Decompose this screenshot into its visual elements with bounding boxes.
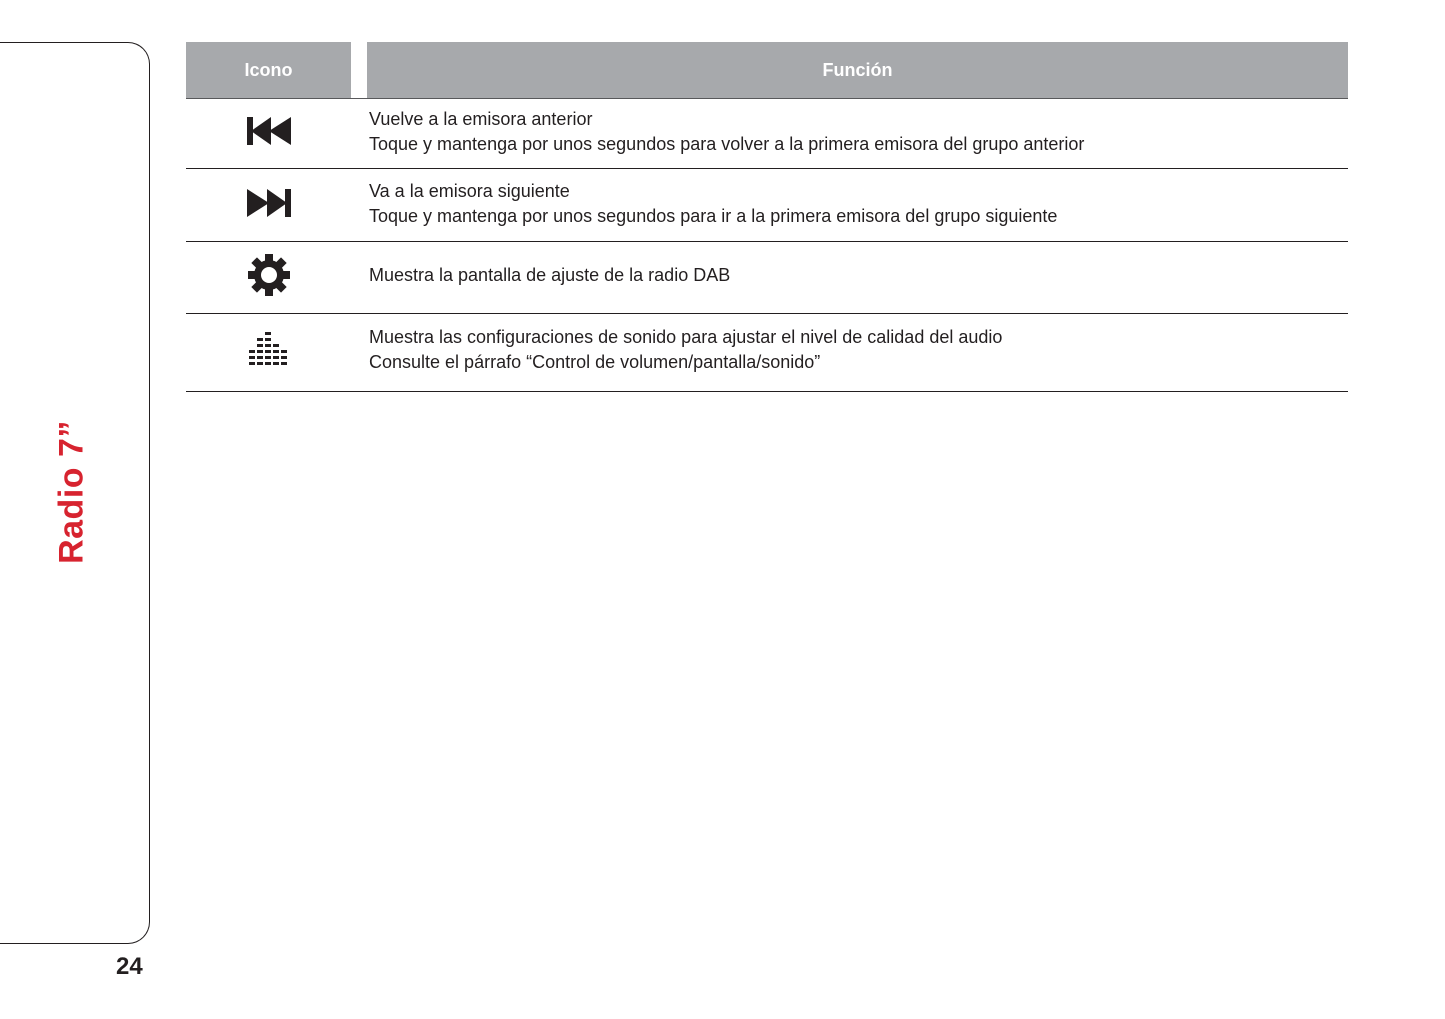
header-function-column: Función [367,42,1348,98]
row-line-1: Muestra la pantalla de ajuste de la radio DAB [369,265,731,285]
row-line-2: Consulte el párrafo “Control de volumen/pantalla/sonido” [369,351,821,372]
skip-previous-icon [247,116,291,151]
row-description [369,107,1084,156]
icon-function-table [186,42,1348,392]
row-line-2: Toque y mantenga por unos segundos para volver a la primera emisora del grupo anterior [369,133,1085,154]
equalizer-icon [247,330,291,375]
section-title: Radio 7” [52,420,91,564]
row-line-2: Toque y mantenga por unos segundos para ir a la primera emisora del grupo siguiente [369,205,1058,226]
row-description [369,263,730,288]
skip-next-icon [247,188,291,223]
row-description [369,325,1002,374]
table-header [186,42,1348,99]
header-icon-column: Icono [186,42,351,98]
row-description [369,179,1057,228]
row-line-1: Vuelve a la emisora anterior [369,109,593,129]
gear-icon [247,253,291,302]
table-row [186,99,1348,169]
row-line-1: Va a la emisora siguiente [369,181,570,201]
table-row [186,314,1348,392]
table-row [186,242,1348,314]
table-row [186,169,1348,242]
row-line-1: Muestra las configuraciones de sonido para ajustar el nivel de calidad del audio [369,327,1003,347]
page-number: 24 [116,953,143,980]
